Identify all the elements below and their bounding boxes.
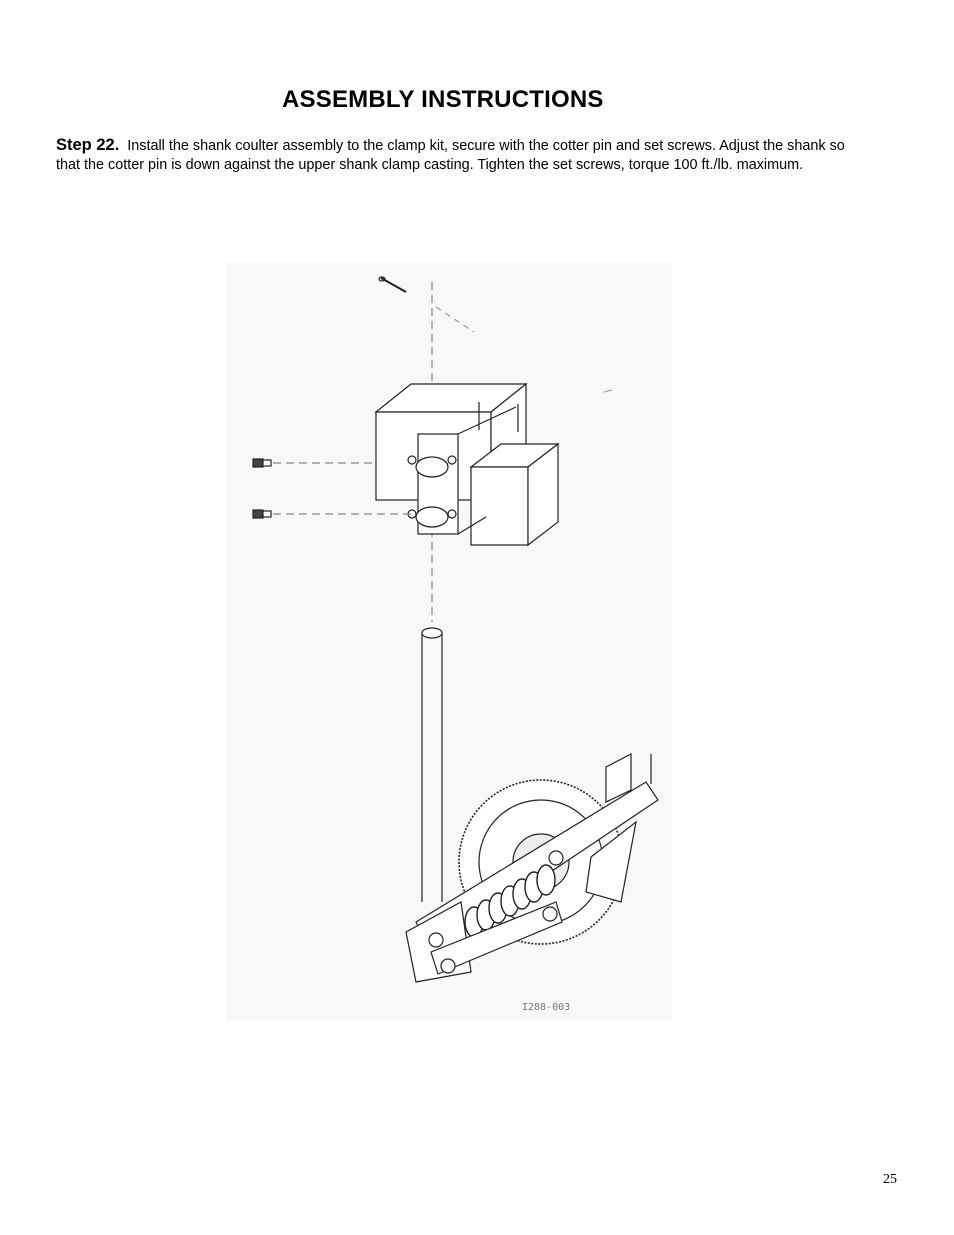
cotter-pin-icon [379, 277, 406, 292]
step-label: Step 22. [56, 136, 120, 154]
page-title: ASSEMBLY INSTRUCTIONS [282, 86, 604, 113]
page-number: 25 [883, 1172, 897, 1187]
step-text: Install the shank coulter assembly to the clamp kit, secure with the cotter pin and set screws. Adjust the shank so that the cotter pin is down against the upper shank clamp casting. Tighten the set screws, torque 100 ft./lb. maximum. [56, 138, 845, 173]
step-instruction [56, 136, 846, 174]
set-screw-icon [253, 510, 411, 518]
set-screw-icon [253, 459, 376, 467]
assembly-diagram [226, 262, 672, 1020]
shank-clamp-icon [376, 384, 558, 545]
shank-icon [422, 628, 442, 902]
coulter-assembly-icon [406, 754, 658, 982]
figure-label: I288-003 [522, 1002, 571, 1013]
